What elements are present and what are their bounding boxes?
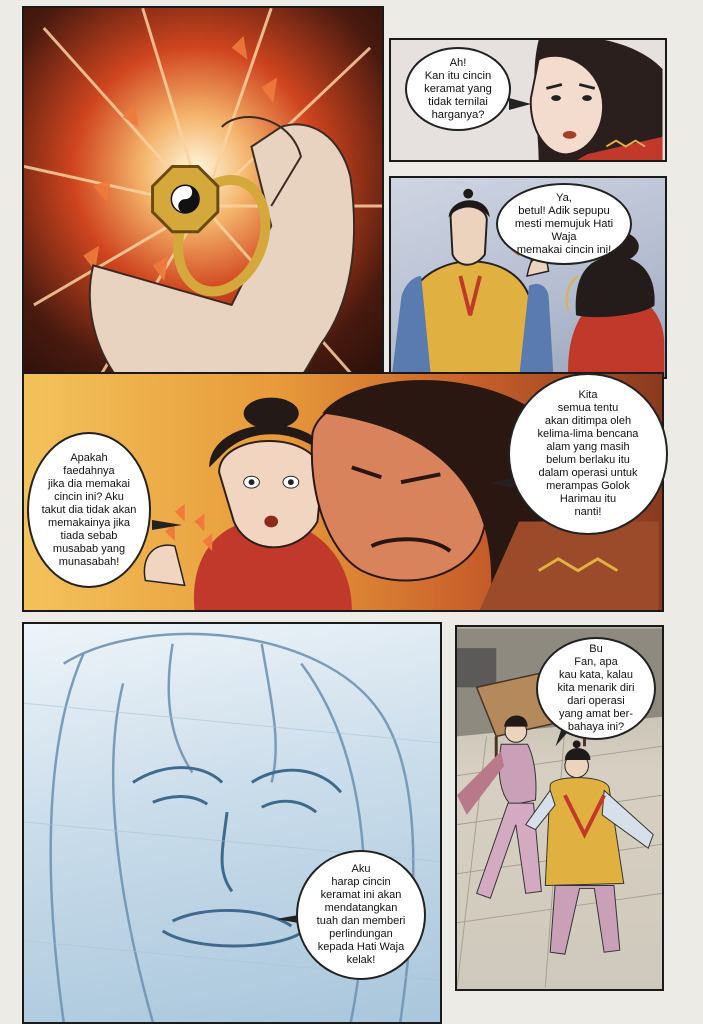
speech-bubble-five-disasters: [508, 373, 668, 535]
bubble-tail: [509, 98, 531, 110]
bubble-text: Apakah faedahnya jika dia memakai cincin ini? Aku takut dia tidak akan memakainya jika tiada sebab musabab yang munasabah!: [41, 451, 137, 568]
hand: [90, 124, 354, 411]
speech-bubble-persuade: [496, 183, 632, 265]
speech-bubble-protection: [296, 850, 426, 980]
speech-bubble-ring-question: [405, 47, 511, 131]
bubble-text: Aku harap cincin keramat ini akan mendatangkan tuah dan memberi perlindungan kepada Hati Waja kelak!: [316, 863, 406, 966]
bubble-text: Bu Fan, apa kau kata, kalau kita menarik diri dari operasi yang amat ber- bahaya ini?: [557, 643, 635, 733]
bubble-tail: [490, 478, 514, 488]
speech-bubble-withdraw: [536, 637, 656, 740]
bubble-text: Kita semua tentu akan ditimpa oleh kelima-lima bencana alam yang masih belum berlaku itu dalam operasi untuk merampas Golok Harimau itu nanti!: [537, 389, 639, 518]
ring-illustration: [24, 8, 382, 412]
bubble-tail: [152, 520, 182, 530]
speech-bubble-benefit: [27, 432, 151, 588]
bubble-text: Ya, betul! Adik sepupu mesti memujuk Hati Waja memakai cincin ini!: [514, 191, 614, 256]
bubble-text: Ah! Kan itu cincin keramat yang tidak ternilai harganya?: [424, 56, 492, 121]
panel-glowing-ring: [22, 6, 384, 414]
